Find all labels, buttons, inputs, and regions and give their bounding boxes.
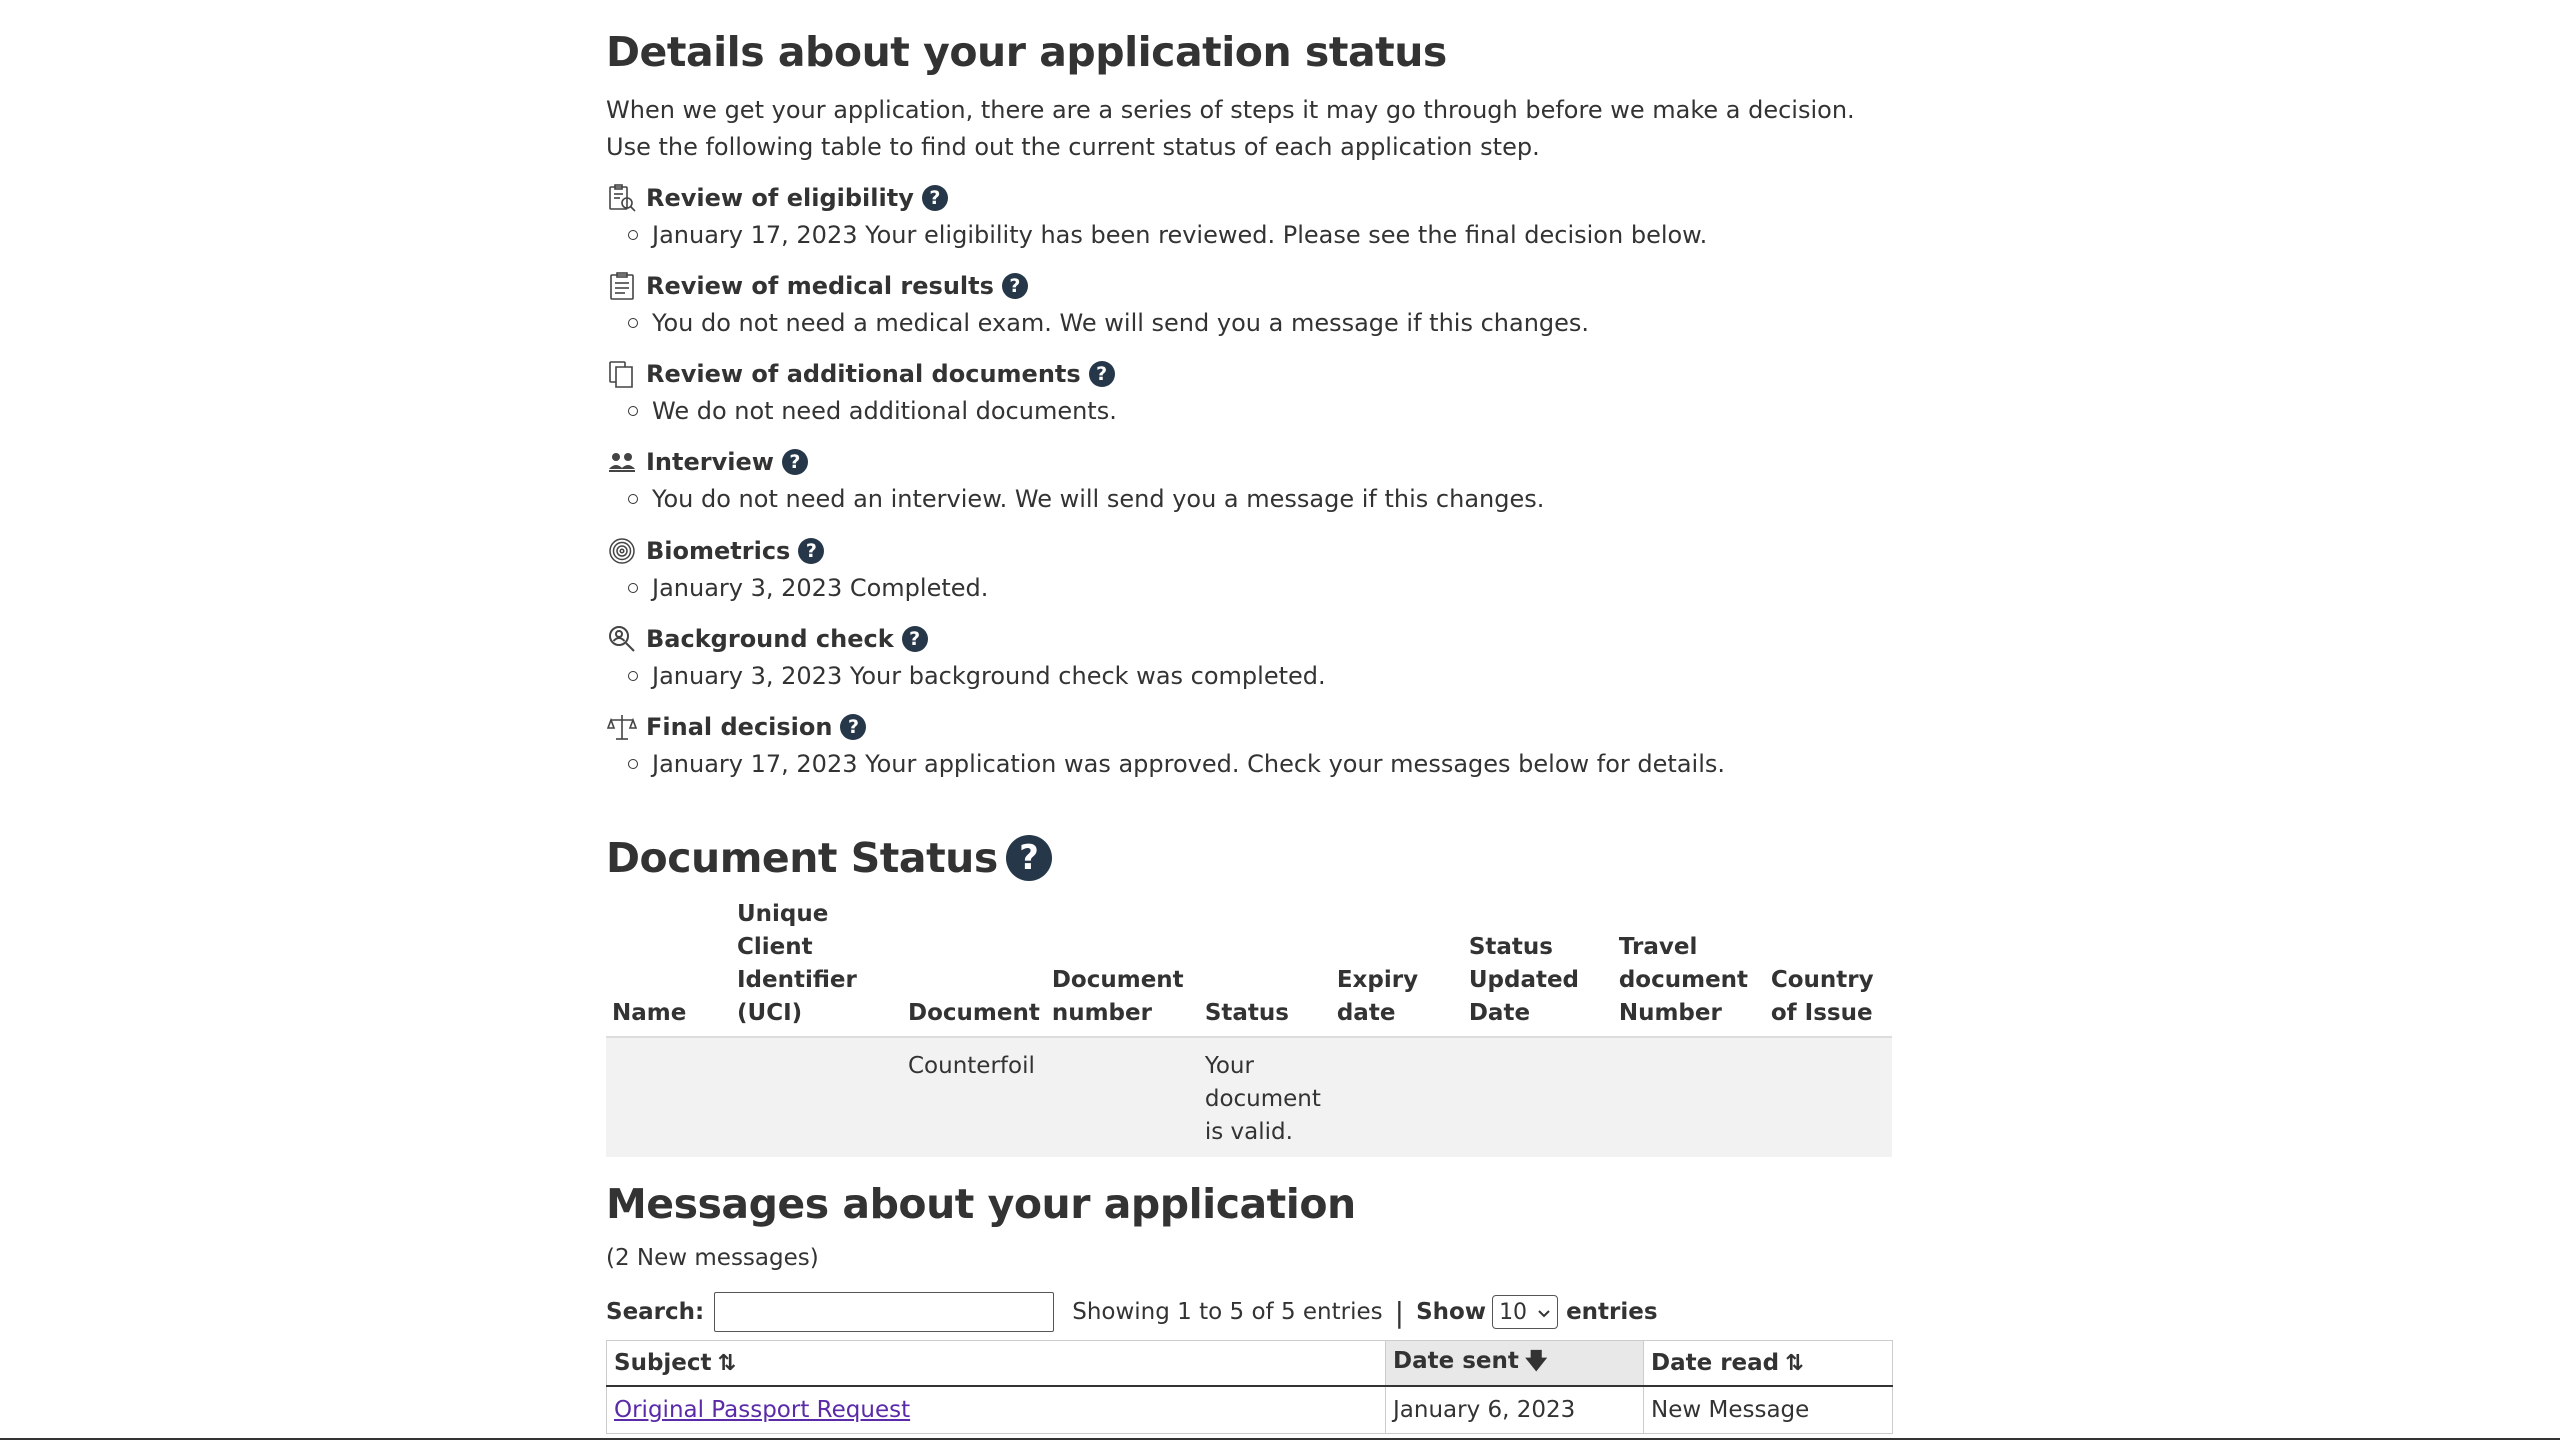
document-status-heading <box>606 834 1052 882</box>
cell-uci <box>731 1037 902 1157</box>
entries-select-value: 10 <box>1499 1299 1528 1325</box>
cell-document: Counterfoil <box>902 1037 1046 1157</box>
col-date-read-label: Date read <box>1651 1350 1780 1376</box>
messages-controls <box>606 1292 1658 1332</box>
step-title: Background check <box>646 625 894 653</box>
step-detail: January 17, 2023 Your eligibility has been reviewed. Please see the final decision below. <box>652 221 1708 249</box>
search-input[interactable] <box>714 1292 1054 1332</box>
table-row <box>606 1037 1892 1157</box>
step-detail: You do not need a medical exam. We will send you a message if this changes. <box>652 309 1590 337</box>
sort-icon: ⇅ <box>1785 1351 1804 1376</box>
cell-country-of-issue <box>1765 1037 1892 1157</box>
help-icon[interactable]: ? <box>1006 835 1052 881</box>
details-intro: When we get your application, there are a series of steps it may go through before we make a decision. Use the following table to find out the current status of each application step. <box>606 96 1855 161</box>
col-country-of-issue: Country of Issue <box>1765 898 1892 1037</box>
step-final-decision <box>606 710 1892 780</box>
col-name: Name <box>606 898 731 1037</box>
step-title: Review of eligibility <box>646 184 914 212</box>
col-document-number: Document number <box>1046 898 1199 1037</box>
col-status: Status <box>1199 898 1331 1037</box>
background-search-icon <box>606 623 638 655</box>
step-title: Final decision <box>646 713 833 741</box>
cell-document-number <box>1046 1037 1199 1157</box>
entries-info: Showing 1 to 5 of 5 entries <box>1072 1299 1383 1325</box>
chevron-down-icon <box>1537 1300 1551 1325</box>
cell-date-read: New Message <box>1644 1386 1893 1434</box>
entries-select[interactable] <box>1492 1295 1558 1329</box>
step-detail: You do not need an interview. We will send you a message if this changes. <box>652 485 1545 513</box>
help-icon[interactable]: ? <box>1002 273 1028 299</box>
message-subject-link[interactable]: Original Passport Request <box>614 1397 911 1423</box>
bullet-icon <box>628 230 638 240</box>
cell-subject <box>607 1386 1386 1434</box>
cell-date-sent: January 6, 2023 <box>1386 1386 1644 1434</box>
bullet-icon <box>628 318 638 328</box>
col-travel-document-number: Travel document Number <box>1613 898 1765 1037</box>
help-icon[interactable]: ? <box>902 626 928 652</box>
help-icon[interactable]: ? <box>840 714 866 740</box>
col-date-sent[interactable] <box>1386 1341 1644 1387</box>
cell-travel-document-number <box>1613 1037 1765 1157</box>
fingerprint-icon <box>606 535 638 567</box>
separator: | <box>1394 1295 1405 1329</box>
col-date-read[interactable] <box>1644 1341 1893 1387</box>
cell-expiry-date <box>1331 1037 1463 1157</box>
sort-descending-icon: 🡇 <box>1524 1349 1548 1374</box>
bullet-icon <box>628 494 638 504</box>
bullet-icon <box>628 583 638 593</box>
search-label: Search: <box>606 1299 705 1325</box>
col-subject[interactable] <box>607 1341 1386 1387</box>
step-review-medical <box>606 269 1892 339</box>
step-detail: We do not need additional documents. <box>652 397 1117 425</box>
step-background-check <box>606 622 1892 692</box>
messages-table <box>606 1340 1893 1434</box>
step-title: Review of additional documents <box>646 360 1081 388</box>
step-detail: January 17, 2023 Your application was approved. Check your messages below for details. <box>652 750 1725 778</box>
step-detail: January 3, 2023 Your background check was completed. <box>652 662 1326 690</box>
table-row <box>607 1386 1893 1434</box>
step-title: Interview <box>646 448 774 476</box>
cell-status-updated-date <box>1463 1037 1613 1157</box>
sort-icon: ⇅ <box>717 1351 736 1376</box>
table-header-row <box>607 1341 1893 1387</box>
help-icon[interactable]: ? <box>1089 361 1115 387</box>
bullet-icon <box>628 671 638 681</box>
medical-clipboard-icon <box>606 270 638 302</box>
step-interview <box>606 445 1892 515</box>
step-additional-documents <box>606 357 1892 427</box>
interview-icon <box>606 446 638 478</box>
col-expiry-date: Expiry date <box>1331 898 1463 1037</box>
col-subject-label: Subject <box>614 1350 712 1376</box>
entries-label: entries <box>1566 1299 1658 1325</box>
step-biometrics <box>606 534 1892 604</box>
table-header-row <box>606 898 1892 1037</box>
col-status-updated-date: Status Updated Date <box>1463 898 1613 1037</box>
step-title: Biometrics <box>646 537 791 565</box>
scales-icon <box>606 711 638 743</box>
document-status-title: Document Status <box>606 834 998 882</box>
messages-heading: Messages about your application <box>606 1180 1356 1228</box>
new-messages-count: (2 New messages) <box>606 1245 819 1271</box>
step-detail: January 3, 2023 Completed. <box>652 574 989 602</box>
bullet-icon <box>628 406 638 416</box>
cell-status: Your document is valid. <box>1199 1037 1331 1157</box>
step-review-eligibility <box>606 181 1892 251</box>
col-date-sent-label: Date sent <box>1393 1348 1519 1374</box>
bullet-icon <box>628 759 638 769</box>
cell-name <box>606 1037 731 1157</box>
col-uci: Unique Client Identifier (UCI) <box>731 898 902 1037</box>
help-icon[interactable]: ? <box>922 185 948 211</box>
step-title: Review of medical results <box>646 272 994 300</box>
documents-icon <box>606 358 638 390</box>
document-status-table <box>606 898 1892 1157</box>
show-label: Show <box>1416 1299 1487 1325</box>
details-heading: Details about your application status <box>606 28 1447 76</box>
help-icon[interactable]: ? <box>798 538 824 564</box>
clipboard-search-icon <box>606 182 638 214</box>
help-icon[interactable]: ? <box>782 449 808 475</box>
col-document: Document <box>902 898 1046 1037</box>
